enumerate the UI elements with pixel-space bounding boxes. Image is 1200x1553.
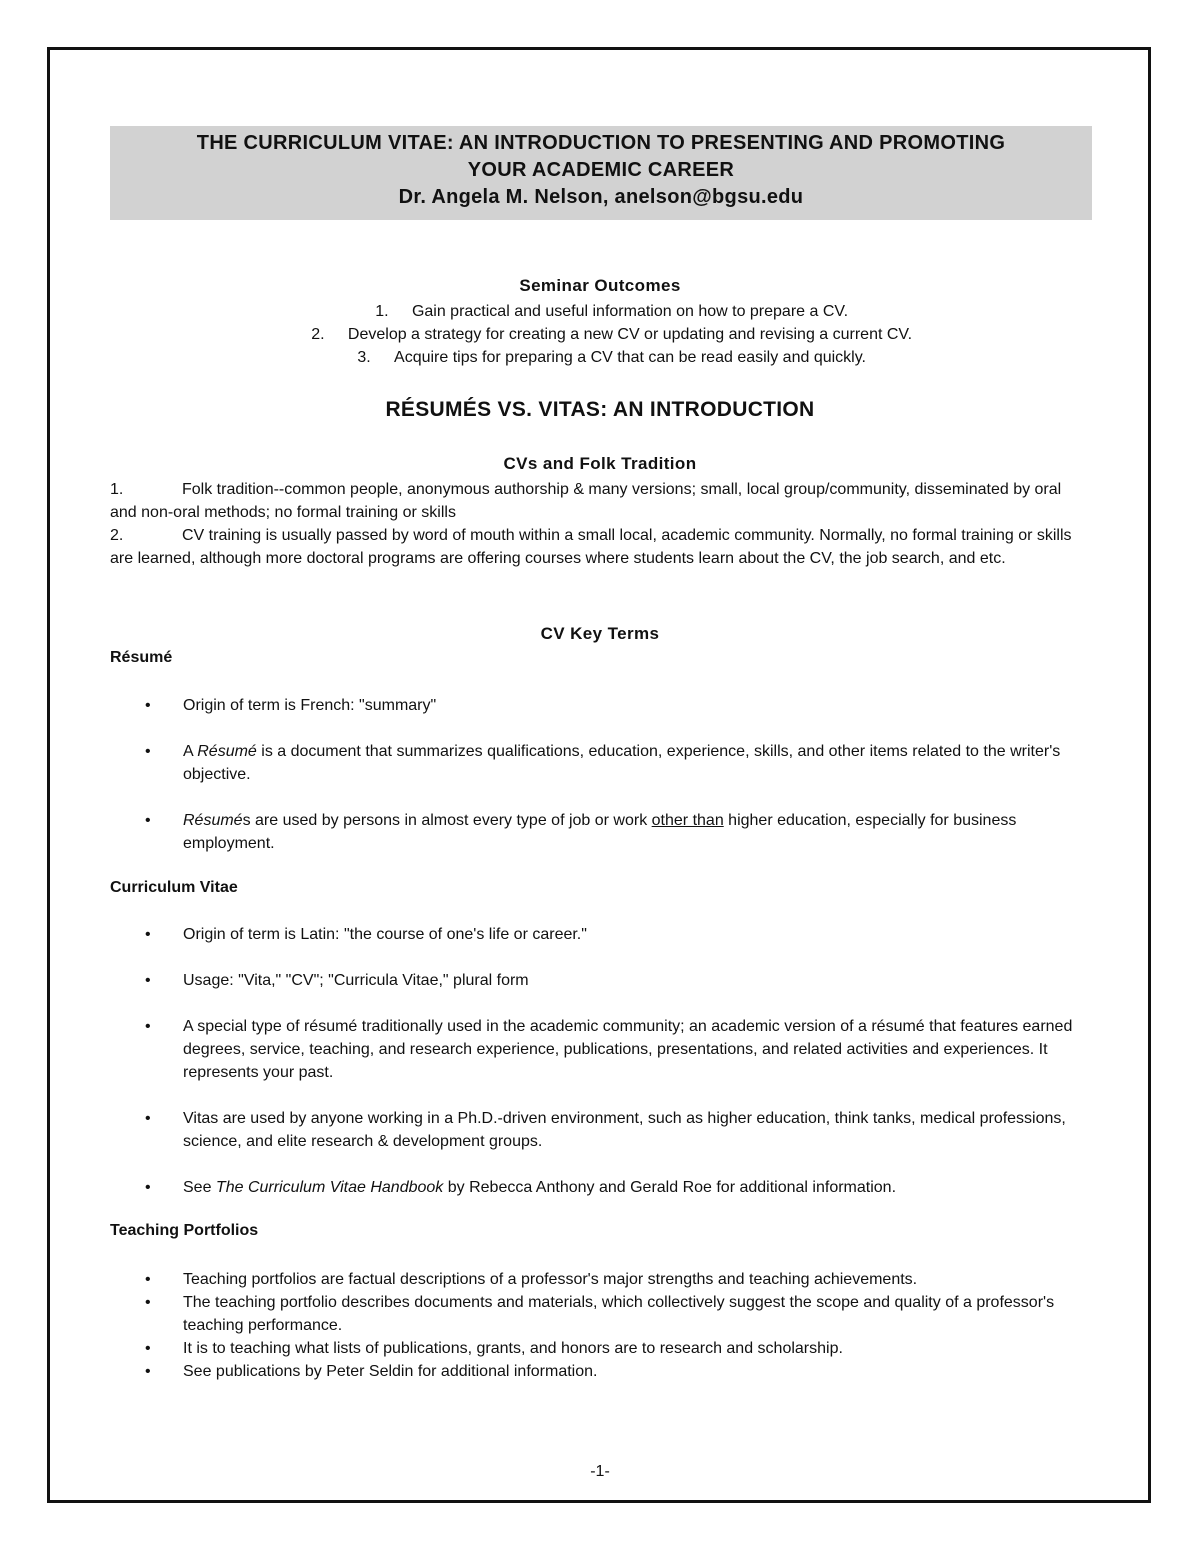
outcome-number: 1. [375,303,389,320]
bullet-icon: • [145,1294,151,1311]
bullet-icon: • [145,697,151,714]
page-number: -1- [590,1463,610,1480]
folk-text: Folk tradition--common people, anonymous authorship & many versions; small, local group/community, disseminated by oral and non-oral methods; no formal training or skills [110,481,1062,521]
outcome-text: Develop a strategy for creating a new CV or updating and revising a current CV. [347,326,913,343]
text-run: A [183,743,198,760]
cv-label: Curriculum Vitae [110,879,238,896]
list-item-text: Origin of term is Latin: "the course of one's life or career." [183,926,587,943]
list-item-text: The teaching portfolio describes documents and materials, which collectively suggest the scope and quality of a professor's teaching performance. [183,1294,1055,1334]
portfolios-label: Teaching Portfolios [110,1222,259,1239]
bullet-icon: • [145,972,151,989]
key-terms-heading: CV Key Terms [540,624,660,643]
folk-number: 2. [110,527,124,544]
author-line: Dr. Angela M. Nelson, anelson@bgsu.edu [398,186,804,208]
outcome-number: 2. [311,326,325,343]
list-item-text: Vitas are used by anyone working in a Ph.D.-driven environment, such as higher education, think tanks, medical professions, science, and elite research & development groups. [183,1110,1066,1150]
folk-heading: CVs and Folk Tradition [503,454,697,473]
list-item-text [183,740,1093,786]
folk-item [110,524,1090,570]
bullet-icon: • [145,1271,151,1288]
list-item-text: A special type of résumé traditionally used in the academic community; an academic version of a résumé that features earned degrees, service, teaching, and research experience, publications, presentations, and related activities and experiences. It represents your past. [183,1018,1073,1081]
text-run: s are used by persons in almost every type of job or work [242,812,652,829]
document-title-line1: THE CURRICULUM VITAE: AN INTRODUCTION TO PRESENTING AND PROMOTING [196,132,1006,154]
underline-run: other than [651,812,724,829]
outcome-item [110,347,1090,369]
outcome-text: Gain practical and useful information on how to prepare a CV. [411,303,849,320]
bullet-icon: • [145,743,151,760]
document-title-line2: YOUR ACADEMIC CAREER [467,159,735,181]
outcomes-heading: Seminar Outcomes [519,276,681,295]
bullet-icon: • [145,1363,151,1380]
bullet-icon: • [145,1340,151,1357]
emphasis-run: Résumé [197,743,257,760]
folk-text: CV training is usually passed by word of mouth within a small local, academic community. Normally, no formal training or skills are learned, although more doctoral programs are offering courses where students learn about the CV, the job search, and etc. [110,527,1072,567]
outcome-item [110,301,1090,323]
emphasis-run: Résumé [183,812,243,829]
bullet-icon: • [145,1018,151,1035]
bullet-icon: • [145,926,151,943]
outcome-number: 3. [357,349,371,366]
bullet-icon: • [145,1179,151,1196]
intro-heading: RÉSUMÉS VS. VITAS: AN INTRODUCTION [385,398,815,421]
outcome-text: Acquire tips for preparing a CV that can be read easily and quickly. [394,349,866,366]
text-run: higher education, especially for business employment. [183,812,1017,852]
list-item-text: See publications by Peter Seldin for additional information. [183,1363,598,1380]
list-item-text [183,809,1093,855]
bullet-icon: • [145,1110,151,1127]
folk-item [110,478,1090,524]
text-run: See [183,1179,216,1196]
bullet-icon: • [145,812,151,829]
list-item-text: Usage: "Vita," "CV"; "Curricula Vitae," plural form [183,972,529,989]
title-block [110,126,1092,220]
list-item-text: Origin of term is French: "summary" [183,697,437,714]
list-item-text: Teaching portfolios are factual descriptions of a professor's major strengths and teaching achievements. [183,1271,918,1288]
list-item-text [183,1176,1093,1199]
emphasis-run: The Curriculum Vitae Handbook [215,1179,444,1196]
list-item-text: It is to teaching what lists of publications, grants, and honors are to research and scholarship. [183,1340,843,1357]
text-run: by Rebecca Anthony and Gerald Roe for additional information. [443,1179,897,1196]
outcome-item [110,324,1090,346]
folk-number: 1. [110,481,124,498]
text-run: is a document that summarizes qualifications, education, experience, skills, and other items related to the writer's objective. [183,743,1061,783]
resume-label: Résumé [110,649,173,666]
